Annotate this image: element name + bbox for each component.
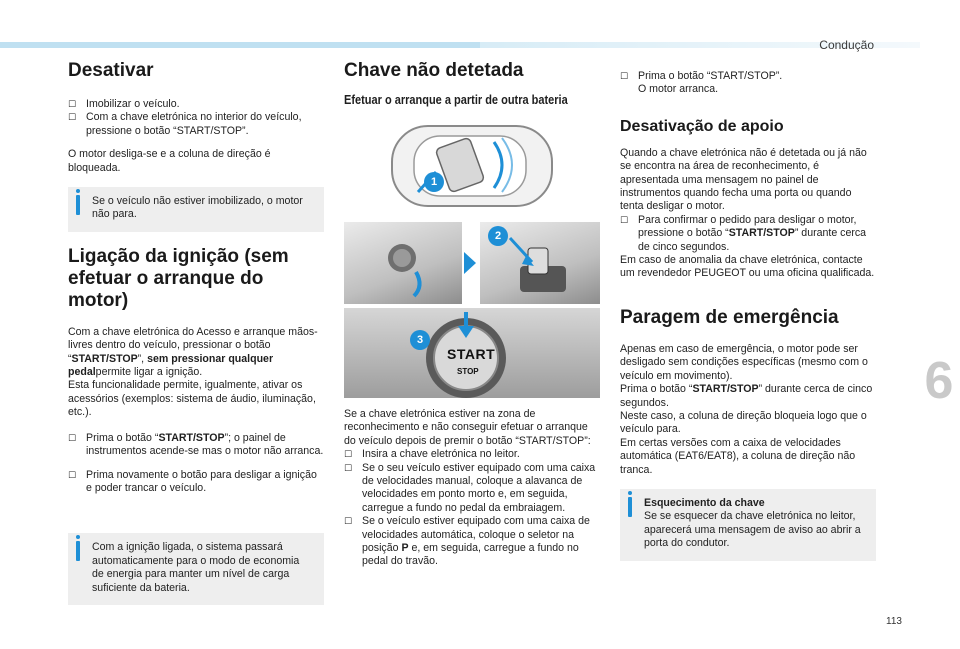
info-icon — [628, 497, 632, 517]
heading-ligacao-ignicao: Ligação da ignição (sem efetuar o arranque do motor) — [68, 245, 289, 311]
info-note: Com a ignição ligada, o sistema passará automaticamente para o modo de economia de energia para manter um nível de carga suficiente da bateria. — [68, 533, 324, 605]
list-item: ☐ Se o seu veículo estiver equipado com uma caixa de velocidades manual, coloque a alavanca de velocidades em ponto morto e, em seguida, carregue a fundo no pedal da embraiagem. — [344, 461, 596, 514]
step-badge: 3 — [410, 330, 430, 350]
checkbox-bullet-icon: ☐ — [620, 71, 629, 81]
page-number: 113 — [886, 616, 902, 627]
step-badge: 2 — [488, 226, 508, 246]
paragraph: Em caso de anomalia da chave eletrónica, contacte um revendedor PEUGEOT ou uma oficina qualificada. — [620, 254, 875, 280]
start-label: START — [447, 346, 496, 362]
heading-chave-nao-detetada: Chave não detetada — [344, 60, 524, 81]
car-key-illustration — [344, 120, 600, 214]
paragraph: Com a chave eletrónica do Acesso e arranque mãos-livres dentro do veículo, pressionar o botão “START/STOP”, sem pressionar qualquer pedalpermite ligar a ignição. Esta funcionalidade permite, igualmente, ativar os acessórios (exemplos: sistema de áudio, iluminação, etc.). — [68, 325, 318, 419]
heading-desativacao-apoio: Desativação de apoio — [620, 117, 784, 135]
header-bar — [0, 42, 480, 48]
list-item: ☐ Com a chave eletrónica no interior do veículo, pressione o botão “START/STOP”. — [68, 111, 302, 137]
list-item: ☐ Insira a chave eletrónica no leitor. — [344, 448, 520, 461]
list-item: ☐ Se o veículo estiver equipado com uma caixa de velocidades automática, coloque o seletor na posição P e, em seguida, carregue a fundo no pedal do travão. — [344, 515, 590, 568]
step-badge: 1 — [424, 172, 444, 192]
info-note: Se o veículo não estiver imobilizado, o motor não para. — [68, 187, 324, 232]
paragraph: Quando a chave eletrónica não é detetada ou já não se encontra na área de reconhecimento, é apresentada uma mensagem no painel de instrumentos quando fecha uma porta ou quando tenta desligar o motor. — [620, 146, 867, 213]
checkbox-bullet-icon: ☐ — [68, 432, 77, 443]
checkbox-bullet-icon: ☐ — [68, 112, 77, 123]
heading-paragem-emergencia: Paragem de emergência — [620, 306, 839, 328]
arrow-right-icon — [462, 248, 478, 278]
paragraph: Se a chave eletrónica estiver na zona de reconhecimento e não conseguir efetuar o arranque do veículo depois de premir o botão “START/STOP”: — [344, 408, 591, 447]
paragraph: O motor desliga-se e a coluna de direção é bloqueada. — [68, 148, 271, 174]
gear-lever-photo — [344, 222, 462, 304]
column-left — [68, 60, 324, 617]
list-item: ☐ Prima novamente o botão para desligar a ignição e poder trancar o veículo. — [68, 468, 317, 494]
info-icon — [76, 541, 80, 561]
checkbox-bullet-icon: ☐ — [68, 99, 77, 109]
chapter-number: 6 — [918, 345, 960, 417]
info-icon — [76, 195, 80, 215]
list-item: ☐ Para confirmar o pedido para desligar o motor, pressione o botão “START/STOP” durante cerca de cinco segundos. — [620, 213, 867, 253]
list-item: ☐ Imobilizar o veículo. — [68, 98, 180, 110]
column-middle — [344, 60, 600, 569]
list-item: ☐ Prima o botão “START/STOP”; o painel de instrumentos acende-se mas o motor não arranca. — [68, 431, 324, 458]
checkbox-bullet-icon: ☐ — [344, 462, 353, 473]
subheading-outra-bateria: Efetuar o arranque a partir de outra bateria — [344, 93, 568, 107]
heading-desativar: Desativar — [68, 60, 154, 81]
column-right — [620, 60, 876, 573]
checkbox-bullet-icon: ☐ — [344, 516, 353, 527]
section-title: Condução — [819, 38, 874, 52]
checkbox-bullet-icon: ☐ — [68, 469, 77, 480]
photo-row-steps — [344, 222, 600, 304]
stop-label: STOP — [457, 367, 479, 376]
info-note: Esquecimento da chave Se se esquecer da chave eletrónica no leitor, aparecerá uma mensagem de aviso ao abrir a porta do condutor. — [620, 489, 876, 561]
start-button-photo — [344, 308, 600, 398]
checkbox-bullet-icon: ☐ — [344, 449, 353, 460]
checkbox-bullet-icon: ☐ — [620, 214, 629, 225]
paragraph: Apenas em caso de emergência, o motor pode ser desligado sem condições específicas (mesmo com o veículo em movimento). Prima o botão “START/STOP” durante cerca de cinco segundos. Neste caso, a coluna de direção bloqueia logo que o veículo para. Em certas versões com a caixa de velocidades automática (EAT6/EAT8), a coluna de direção não tranca. — [620, 342, 873, 476]
list-item: ☐ Prima o botão “START/STOP”. O motor arranca. — [620, 70, 783, 96]
